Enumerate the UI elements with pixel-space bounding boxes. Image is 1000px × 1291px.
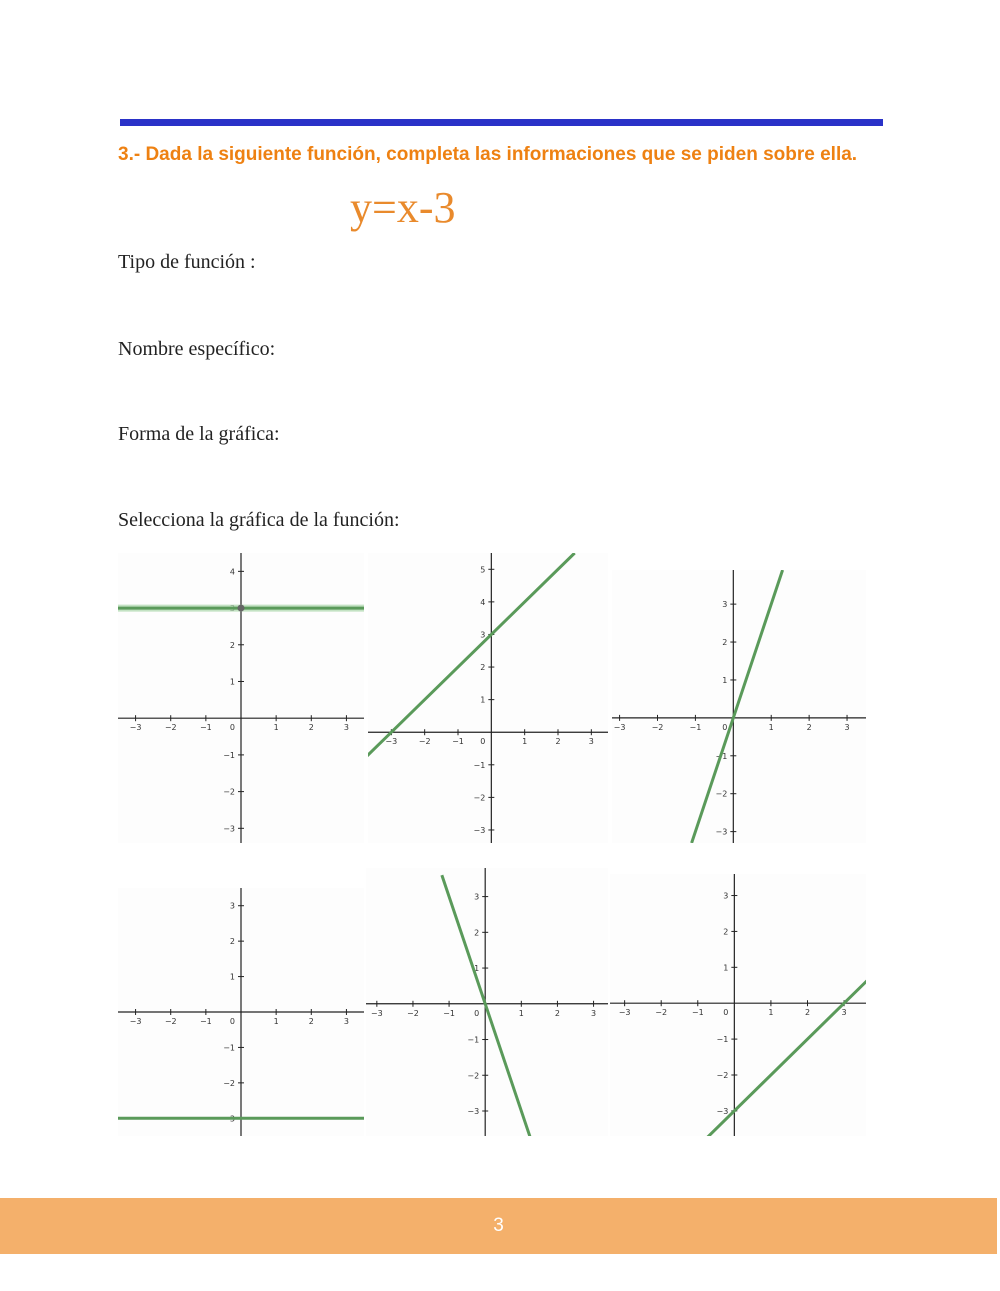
x-tick-label: 1 — [518, 1008, 524, 1018]
origin-label: 0 — [474, 1008, 480, 1018]
y-tick-label: 1 — [480, 695, 486, 705]
x-tick-label: 1 — [768, 1008, 774, 1018]
y-tick-label: 2 — [480, 663, 486, 673]
x-tick-label: 2 — [806, 722, 812, 732]
x-tick-label: 3 — [343, 723, 349, 733]
y-tick-label: 5 — [480, 565, 486, 575]
origin-label: 0 — [229, 1017, 235, 1026]
x-tick-label: −1 — [199, 1017, 212, 1026]
x-tick-label: −3 — [370, 1008, 383, 1018]
x-tick-label: −1 — [691, 1008, 704, 1018]
top-rule — [120, 119, 883, 126]
x-tick-label: 1 — [522, 737, 528, 747]
intercept-point — [238, 605, 245, 612]
y-tick-label: −1 — [223, 1043, 235, 1053]
x-tick-label: 2 — [555, 737, 561, 747]
y-tick-label: −2 — [223, 1078, 235, 1088]
function-line — [368, 553, 575, 762]
y-tick-label: −3 — [716, 1106, 729, 1116]
graph-option-5[interactable] — [366, 868, 608, 1136]
x-tick-label: 2 — [804, 1008, 811, 1018]
function-line — [705, 978, 866, 1136]
graph-option-3[interactable] — [612, 570, 866, 843]
field-selecciona-grafica: Selecciona la gráfica de la función: — [118, 509, 400, 531]
page-number: 3 — [493, 1215, 504, 1236]
y-tick-label: 1 — [474, 964, 480, 974]
x-tick-label: −1 — [452, 737, 464, 747]
x-tick-label: −2 — [164, 723, 177, 733]
question-heading: 3.- Dada la siguiente función, completa las informaciones que se piden sobre ella. — [118, 144, 858, 165]
y-tick-label: −1 — [473, 760, 486, 770]
graph-svg — [368, 553, 608, 843]
graph-svg — [366, 868, 608, 1136]
x-tick-label: 3 — [588, 737, 594, 747]
graph-option-2[interactable] — [368, 553, 608, 843]
function-line — [442, 875, 532, 1136]
graph-option-1[interactable] — [118, 553, 364, 843]
y-tick-label: −2 — [473, 793, 486, 803]
x-tick-label: −3 — [613, 722, 626, 732]
y-tick-label: 3 — [480, 630, 486, 640]
y-tick-label: 2 — [474, 928, 480, 938]
y-tick-label: −3 — [715, 827, 728, 837]
origin-label: 0 — [722, 722, 728, 732]
graph-svg — [610, 874, 866, 1136]
x-tick-label: −1 — [443, 1008, 455, 1018]
x-tick-label: 1 — [273, 1017, 279, 1026]
origin-label: 0 — [480, 737, 486, 747]
y-tick-label: −3 — [223, 824, 235, 834]
x-tick-label: 2 — [554, 1008, 560, 1018]
x-tick-label: −3 — [129, 1017, 142, 1026]
y-tick-label: 2 — [723, 927, 729, 937]
y-tick-label: −3 — [223, 1114, 235, 1124]
x-tick-label: −1 — [199, 723, 212, 733]
graph-option-4[interactable] — [118, 888, 364, 1136]
y-tick-label: 3 — [722, 600, 728, 610]
origin-label: 0 — [723, 1008, 729, 1018]
y-tick-label: 2 — [722, 638, 728, 648]
y-tick-label: −1 — [467, 1035, 480, 1045]
x-tick-label: 1 — [768, 722, 774, 732]
x-tick-label: −1 — [689, 722, 702, 732]
x-tick-label: 3 — [343, 1017, 349, 1026]
x-tick-label: 3 — [591, 1008, 597, 1018]
y-tick-label: 2 — [229, 937, 235, 947]
graph-svg — [118, 888, 364, 1136]
y-tick-label: −3 — [467, 1106, 480, 1116]
graph-svg — [612, 570, 866, 843]
x-tick-label: −2 — [407, 1008, 419, 1018]
y-tick-label: 4 — [480, 597, 486, 607]
x-tick-label: 3 — [844, 722, 850, 732]
function-line — [689, 570, 783, 843]
y-tick-label: −2 — [223, 787, 235, 797]
field-tipo-de-funcion: Tipo de función : — [118, 251, 256, 273]
y-tick-label: −1 — [715, 751, 728, 761]
x-tick-label: 2 — [308, 1017, 314, 1026]
origin-label: 0 — [229, 723, 235, 733]
y-tick-label: −1 — [223, 750, 235, 760]
y-tick-label: −2 — [715, 789, 728, 799]
x-tick-label: −3 — [385, 737, 398, 747]
x-tick-label: −2 — [164, 1017, 177, 1026]
y-tick-label: 3 — [229, 901, 235, 911]
graph-svg — [118, 553, 364, 843]
x-tick-label: −2 — [655, 1008, 668, 1018]
y-tick-label: 1 — [723, 963, 729, 973]
y-tick-label: 1 — [722, 675, 728, 685]
y-tick-label: −1 — [716, 1035, 729, 1045]
y-tick-label: 1 — [229, 972, 235, 982]
y-tick-label: −2 — [716, 1070, 729, 1080]
graph-option-6[interactable] — [610, 874, 866, 1136]
y-tick-label: 3 — [723, 891, 729, 901]
x-tick-label: 2 — [308, 723, 314, 733]
x-tick-label: 1 — [273, 723, 279, 733]
y-tick-label: 1 — [229, 677, 235, 687]
x-tick-label: −2 — [418, 737, 431, 747]
y-tick-label: 3 — [474, 892, 480, 902]
equation: y=x-3 — [350, 183, 456, 232]
x-tick-label: −3 — [618, 1008, 631, 1018]
x-tick-label: 3 — [841, 1008, 847, 1018]
y-tick-label: −3 — [473, 825, 486, 835]
x-tick-label: −3 — [129, 723, 142, 733]
field-forma-de-la-grafica: Forma de la gráfica: — [118, 423, 280, 445]
y-tick-label: 2 — [229, 640, 235, 650]
y-tick-label: 4 — [229, 567, 235, 577]
y-tick-label: −2 — [467, 1071, 480, 1081]
x-tick-label: −2 — [651, 722, 664, 732]
field-nombre-especifico: Nombre específico: — [118, 338, 276, 360]
y-tick-label: 3 — [229, 604, 235, 614]
